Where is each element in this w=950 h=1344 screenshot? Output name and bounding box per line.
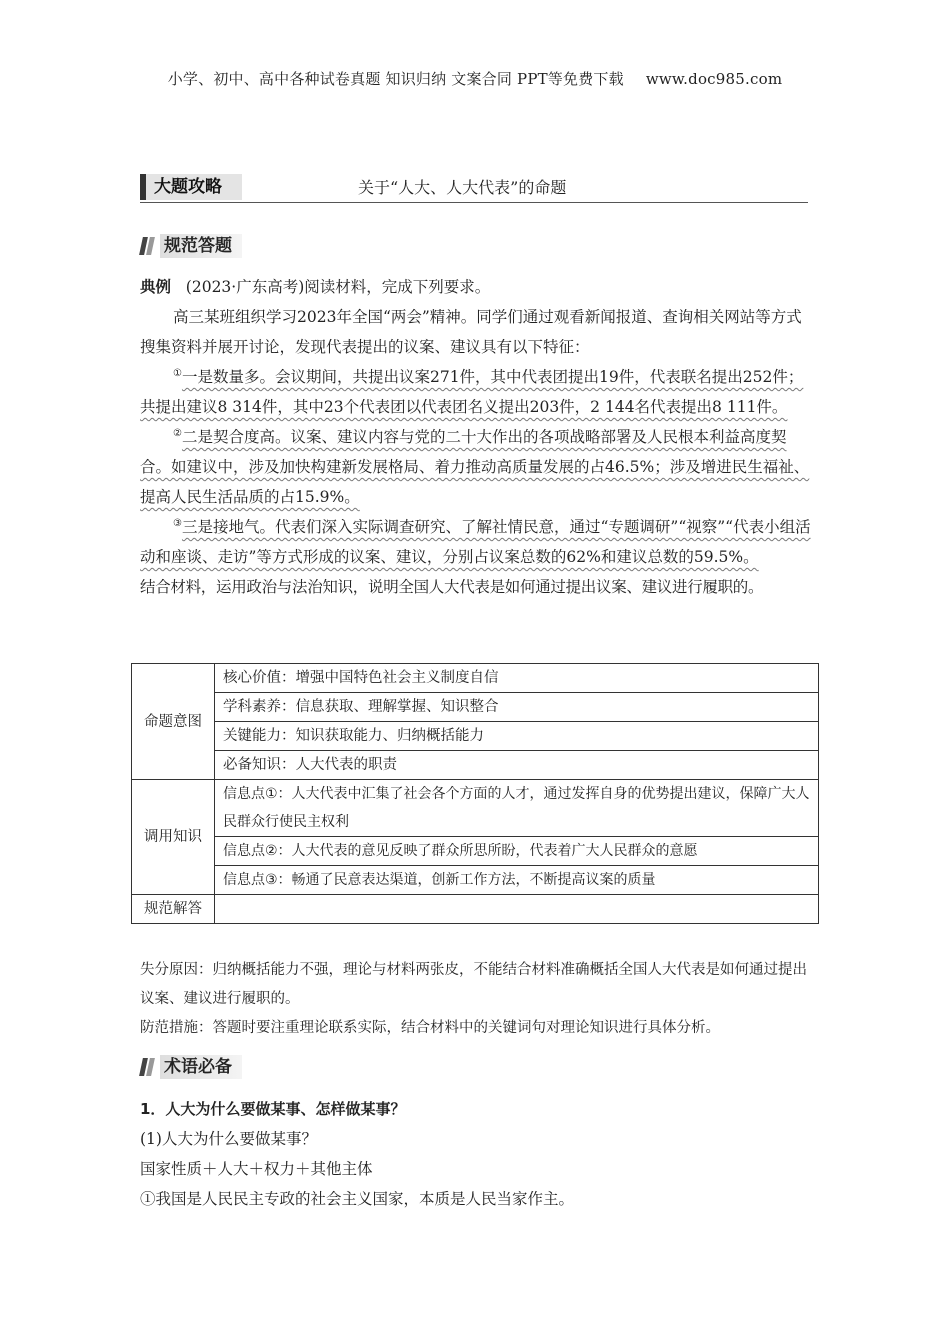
material-3	[140, 512, 812, 572]
intent-label: 命题意图	[132, 664, 215, 780]
subhead-mark-icon	[140, 235, 156, 257]
table-row	[132, 866, 819, 895]
example-lead-line	[140, 272, 812, 302]
section-bar	[140, 174, 808, 203]
table-row	[132, 751, 819, 780]
material-1-text: 一是数量多。会议期间，共提出议案271件，其中代表团提出19件，代表联名提出252件；共提出建议8 314件，其中23个代表团以代表团名义提出203件，2 144名代表提出8 111件。	[140, 368, 804, 416]
subhead-mark-icon	[140, 1056, 156, 1078]
answer-label: 规范解答	[132, 895, 215, 924]
subhead-label: 规范答题	[160, 234, 242, 258]
material-1	[140, 362, 812, 422]
material-2-text: 二是契合度高。议案、建议内容与党的二十大作出的各项战略部署及人民根本利益高度契合。如建议中，涉及加快构建新发展格局、着力推动高质量发展的占46.5%；涉及增进民生福祉、提高人民生活品质的占15.9%。	[140, 428, 810, 506]
header-text: 小学、初中、高中各种试卷真题 知识归纳 文案合同 PPT等免费下载	[167, 70, 624, 88]
table-row	[132, 837, 819, 866]
knowledge-label: 调用知识	[132, 780, 215, 895]
terms-formula: 国家性质＋人大＋权力＋其他主体	[140, 1160, 373, 1178]
intent-row-3: 关键能力：知识获取能力、归纳概括能力	[215, 722, 819, 751]
subhead-terms	[140, 1055, 244, 1079]
terms-point-1: ①我国是人民民主专政的社会主义国家，本质是人民当家作主。	[140, 1190, 575, 1208]
intent-row-1: 核心价值：增强中国特色社会主义制度自信	[215, 664, 819, 693]
material-3-mark: ③	[173, 517, 182, 529]
terms-q1: 1．人大为什么要做某事、怎样做某事？	[140, 1100, 406, 1118]
example-source: (2023·广东高考)阅读材料，完成下列要求。	[185, 278, 491, 296]
header-url[interactable]: www.doc985.com	[645, 70, 783, 88]
answer-value	[215, 895, 819, 924]
intent-table	[131, 663, 819, 924]
example-lead: 典例	[140, 277, 172, 296]
prevention: 防范措施：答题时要注重理论联系实际，结合材料中的关键词句对理论知识进行具体分析。	[140, 1020, 720, 1036]
material-1-mark: ①	[173, 367, 182, 379]
loss-reason: 失分原因：归纳概括能力不强，理论与材料两张皮，不能结合材料准确概括全国人大代表是如何通过提出议案、建议进行履职的。	[140, 962, 807, 1007]
knowledge-row-3: 信息点③：畅通了民意表达渠道，创新工作方法，不断提高议案的质量	[215, 866, 819, 895]
table-row	[132, 664, 819, 693]
section-tag: 大题攻略	[140, 174, 242, 200]
knowledge-row-2: 信息点②：人大代表的意见反映了群众所思所盼，代表着广大人民群众的意愿	[215, 837, 819, 866]
intent-row-2: 学科素养：信息获取、理解掌握、知识整合	[215, 693, 819, 722]
table-row	[132, 722, 819, 751]
analysis-block	[140, 956, 820, 1043]
example-block	[140, 272, 812, 602]
section-title: 关于“人大、人大代表”的命题	[358, 178, 567, 197]
intent-row-4: 必备知识：人大代表的职责	[215, 751, 819, 780]
example-question: 结合材料，运用政治与法治知识，说明全国人大代表是如何通过提出议案、建议进行履职的。	[140, 578, 764, 596]
table-row	[132, 693, 819, 722]
terms-block	[140, 1094, 812, 1214]
example-intro: 高三某班组织学习2023年全国“两会”精神。同学们通过观看新闻报道、查询相关网站等方式搜集资料并展开讨论，发现代表提出的议案、建议具有以下特征：	[140, 308, 802, 356]
subhead-label: 术语必备	[160, 1055, 242, 1079]
table-row	[132, 895, 819, 924]
knowledge-row-1: 信息点①：人大代表中汇集了社会各个方面的人才，通过发挥自身的优势提出建议，保障广大人民群众行使民主权利	[215, 780, 819, 837]
material-3-text: 三是接地气。代表们深入实际调查研究、了解社情民意，通过“专题调研”“视察”“代表小组活动和座谈、走访”等方式形成的议案、建议，分别占议案总数的62%和建议总数的59.5%。	[140, 518, 811, 566]
material-2-mark: ②	[173, 427, 182, 439]
page-header	[0, 68, 950, 89]
table-row	[132, 780, 819, 837]
material-2	[140, 422, 812, 512]
terms-q1-1: (1)人大为什么要做某事？	[140, 1130, 317, 1148]
subhead-answer	[140, 234, 244, 258]
